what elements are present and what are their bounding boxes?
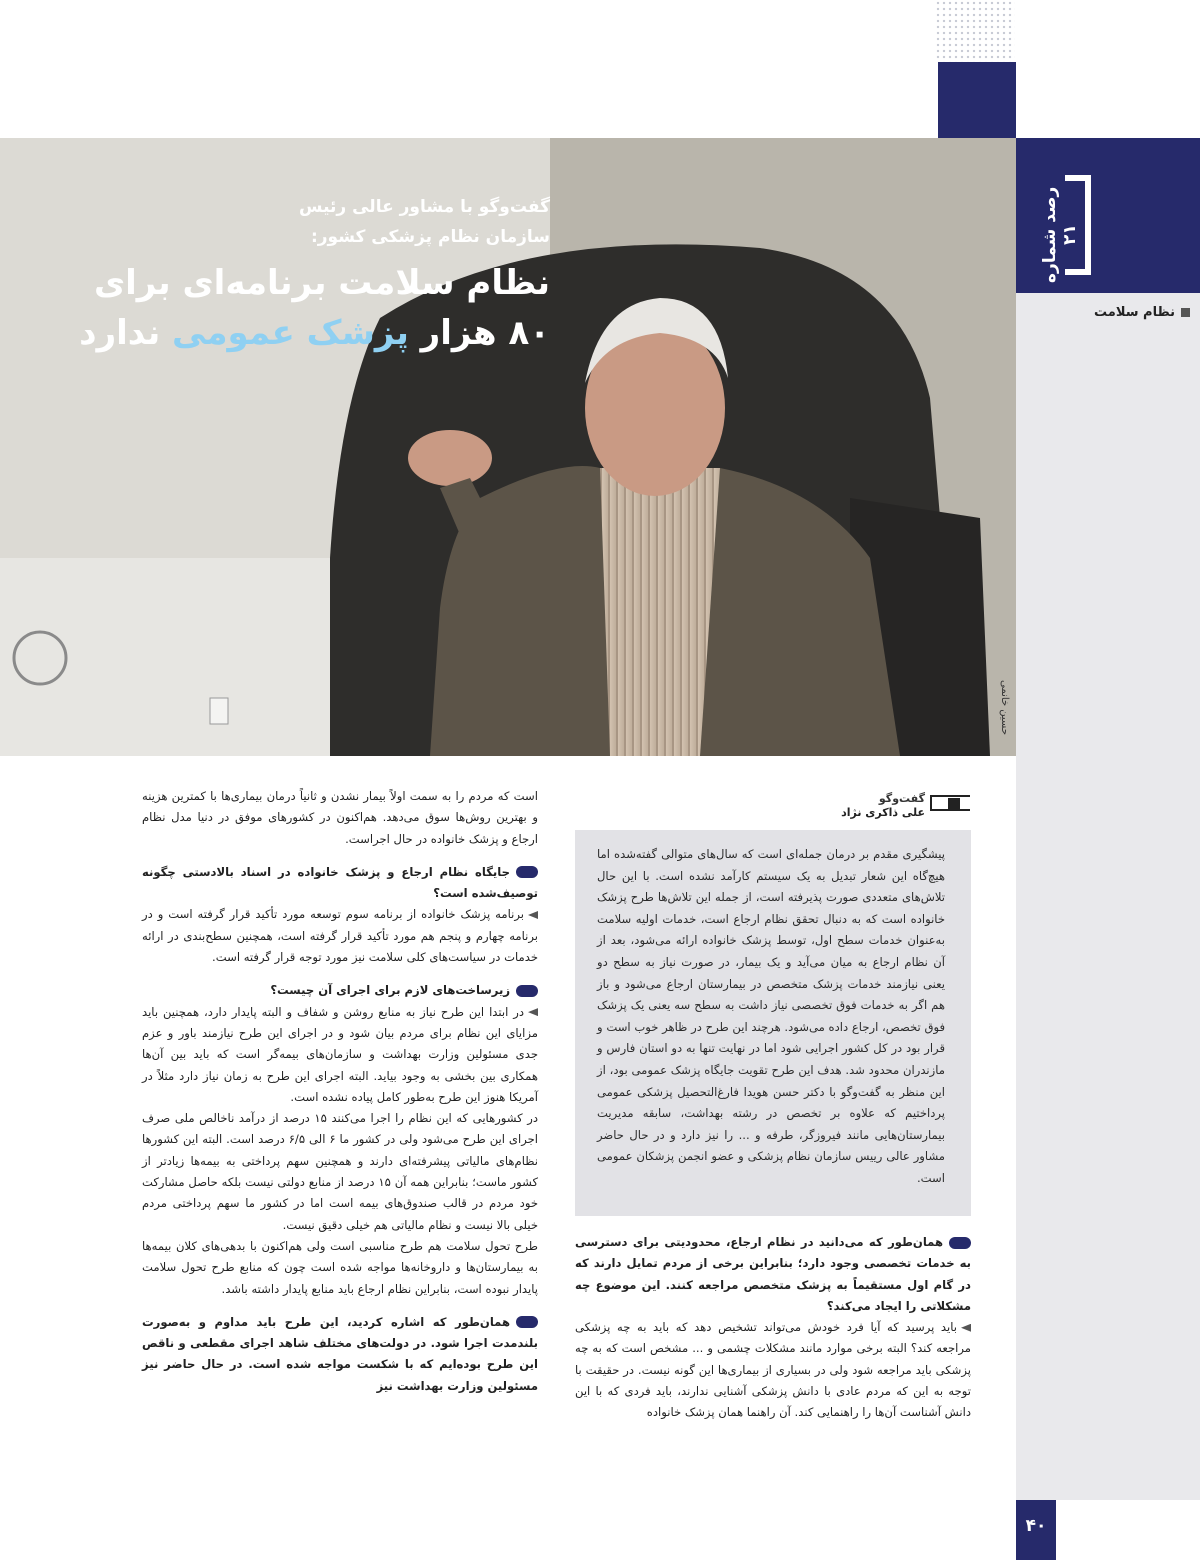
kicker-line-1: گفت‌وگو با مشاور عالی رئیس [299,197,550,217]
answer-1 [575,1317,971,1423]
author-tag-square-icon [948,798,960,810]
answer-arrow-icon [528,911,538,919]
author-name: علی ذاکری نژاد [841,806,925,819]
kicker-line-2: سازمان نظام پزشکی کشور: [310,227,550,247]
question-4-text: همان‌طور که اشاره کردید، این طرح باید مداوم و به‌صورت بلندمدت اجرا شود. در دولت‌های مختلف شاهد اجرای مقطعی و ناقص این طرح بوده‌ایم که با شکست مواجه شده است. در حال حاضر نیز مسئولین وزارت بهداشت نیز [142,1314,538,1393]
square-bullet-icon [1181,308,1190,317]
question-icon [516,866,538,878]
sidebar-top-white [1016,0,1200,138]
question-icon [516,1316,538,1328]
section-name: نظام سلامت [1094,305,1175,320]
sidebar-bottom-white [1056,1500,1200,1560]
question-3 [142,980,538,1001]
column-middle [575,1232,971,1424]
page-number: ۴۰ [1016,1500,1056,1560]
section-label [1025,305,1190,320]
answer-3-text: در ابتدا این طرح نیاز به منابع روشن و شفاف و البته پایدار دارد، همچنین باید مزایای این نظام برای مردم بیان شود و در اجرای این طرح نیازمند باور و عزم جدی مسئولین وزارت بهداشت و سازمان‌های بیمه‌گر است که باید بین آن‌ها همکاری بین بخشی به وجود بیاید. البته اجرای این طرح به زمان نیاز دارد مثلاً در آمریکا هنوز این طرح به‌طور کامل پیاده نشده است. [142,1004,538,1104]
question-icon [949,1237,971,1249]
headline-part-c: ندارد [79,313,173,353]
answer-1-text: باید پرسید که آیا فرد خودش می‌تواند تشخیص دهد که باید به چه پزشکی مراجعه کند؟ البته برخی موارد مانند مشکلات چشمی و ... مشخص است که به چه پزشکی باید مراجعه شود ولی در بسیاری از بیماری‌ها این گونه نیست. در حقیقت با توجه به این که مردم عادی با دانش پزشکی آشنایی ندارند، باید فردی که با این دانش آشناست آن‌ها را راهنمایی کند. آن راهنما همان پزشک خانواده [575,1320,971,1420]
question-2 [142,862,538,905]
headline-highlight: پزشک عمومی [172,313,409,353]
issue-number: شماره ۲۱ [1040,224,1080,284]
question-icon [516,985,538,997]
headline-part-a: ۸۰ هزار [408,313,550,353]
answer-3-paragraph-2: در کشورهایی که این نظام را اجرا می‌کنند ۱۵ درصد از درآمد ناخالص ملی صرف اجرای این طرح می‌شود ولی در کشور ما ۶ الی ۶/۵ درصد است. البته این کشورها نظام‌های مالیاتی پیشرفته‌ای دارند و همچنین سهم پرداختی به بیمه‌ها زیادتر از کشور ماست؛ بنابراین همه آن ۱۵ درصد از منابع دولتی نیست بلکه حاصل مشارکت خود مردم در قالب صندوق‌های بیمه است اما در کشور ما سهم پرداختی مردم خیلی بالا نیست و نظام مالیاتی هم خیلی دقیق نیست. [142,1111,538,1232]
decorative-dot-grid [935,0,1015,62]
question-1-text: همان‌طور که می‌دانید در نظام ارجاع، محدودیتی برای دسترسی به خدمات تخصصی وجود دارد؛ بنابراین برخی از مردم تمایل دارند که در گام اول مستقیماً به پزشک متخصص مراجعه کنند. این موضوع چه مشکلاتی را ایجاد می‌کند؟ [575,1235,971,1313]
photo-credit: حسین خانمی [999,680,1010,736]
column-left [142,786,538,1397]
article-kicker [40,192,550,252]
lead-paragraph: پیشگیری مقدم بر درمان جمله‌ای است که سال‌های متوالی گفته‌شده اما هیچ‌گاه این شعار تبدیل به یک سیستم کارآمد نشده است. با این حال تلاش‌های متعددی صورت پذیرفته است، از جمله این تلاش‌ها طرح پزشک خانواده است که به دنبال تحقق نظام ارجاع است، خدمات اولیه سلامت به‌عنوان خدمات سطح اول، توسط پزشک خانواده ارائه می‌شود، بعد از آن نظام ارجاع به میان می‌آید و یک بیمار، در صورت نیاز به سطح دو یعنی نیازمند خدمات پزشک متخصص در بیمارستان ارجاع می‌شود و باز هم اگر به خدمات فوق تخصصی نیاز داشت به سطح سه یعنی یک پزشک فوق تخصص، ارجاع داده می‌شود. هرچند این طرح در ظاهر خوب است و قرار بود در کل کشور اجرایی شود اما در نهایت تنها به دو استان فارس و مازندران محدود شد. هدف این طرح تقویت جایگاه پزشک عمومی بود، از این منظر به گفت‌وگو با دکتر حسن هویدا فارغ‌التحصیل پزشکی عمومی پرداختیم که علاوه بر تخصص در رشته بهداشت، سابقه مدیریت بیمارستان‌هایی مانند فیروزگر، طرفه و ... را نیز دارد و در حال حاضر مشاور عالی رییس سازمان نظام پزشکی و عضو انجمن پزشکان عمومی است. [575,830,971,1216]
question-4 [142,1312,538,1397]
headline-line-2 [40,308,550,358]
answer-2 [142,904,538,968]
headline-line-1: نظام سلامت برنامه‌ای برای [93,263,550,303]
answer-arrow-icon [528,1008,538,1016]
question-1 [575,1232,971,1317]
article-headline [40,258,550,358]
decorative-navy-square [938,62,1016,138]
issue-label [1040,180,1080,290]
answer-2-text: برنامه پزشک خانواده از برنامه سوم توسعه مورد تأکید قرار گرفته است و در برنامه چهارم و پنجم هم مورد تأکید قرار گرفته است، همچنین سطح‌بندی در ارائه خدمات در سیاست‌های کلی سلامت نیز مورد توجه قرار گرفته است. [142,907,538,965]
magazine-logo-text: رصد [1040,186,1060,223]
question-3-text: زیرساخت‌های لازم برای اجرای آن چیست؟ [270,983,510,998]
interview-label: گفت‌وگو [878,792,925,805]
question-2-text: جایگاه نظام ارجاع و پزشک خانواده در اسناد بالادستی چگونه توصیف‌شده است؟ [142,864,538,901]
answer-3-paragraph-3: طرح تحول سلامت هم طرح مناسبی است ولی هم‌اکنون با بدهی‌های کلان بیمه‌ها به بیمارستان‌ها و داروخانه‌ها مواجه شده است چون که منابع طرح تحول سلامت پایدار نبوده است، بنابراین نظام ارجاع باید منابع پایدار داشته باشد. [142,1238,538,1296]
paragraph-continued: است که مردم را به سمت اولاً بیمار نشدن و ثانیاً درمان بیماری‌ها با کمترین هزینه و بهترین روش‌ها سوق می‌دهد. هم‌اکنون در کشورهای موفق در دنیا مدل نظام ارجاع و پزشک خانواده در حال اجراست. [142,789,538,846]
answer-3 [142,1002,538,1108]
answer-arrow-icon [961,1324,971,1332]
